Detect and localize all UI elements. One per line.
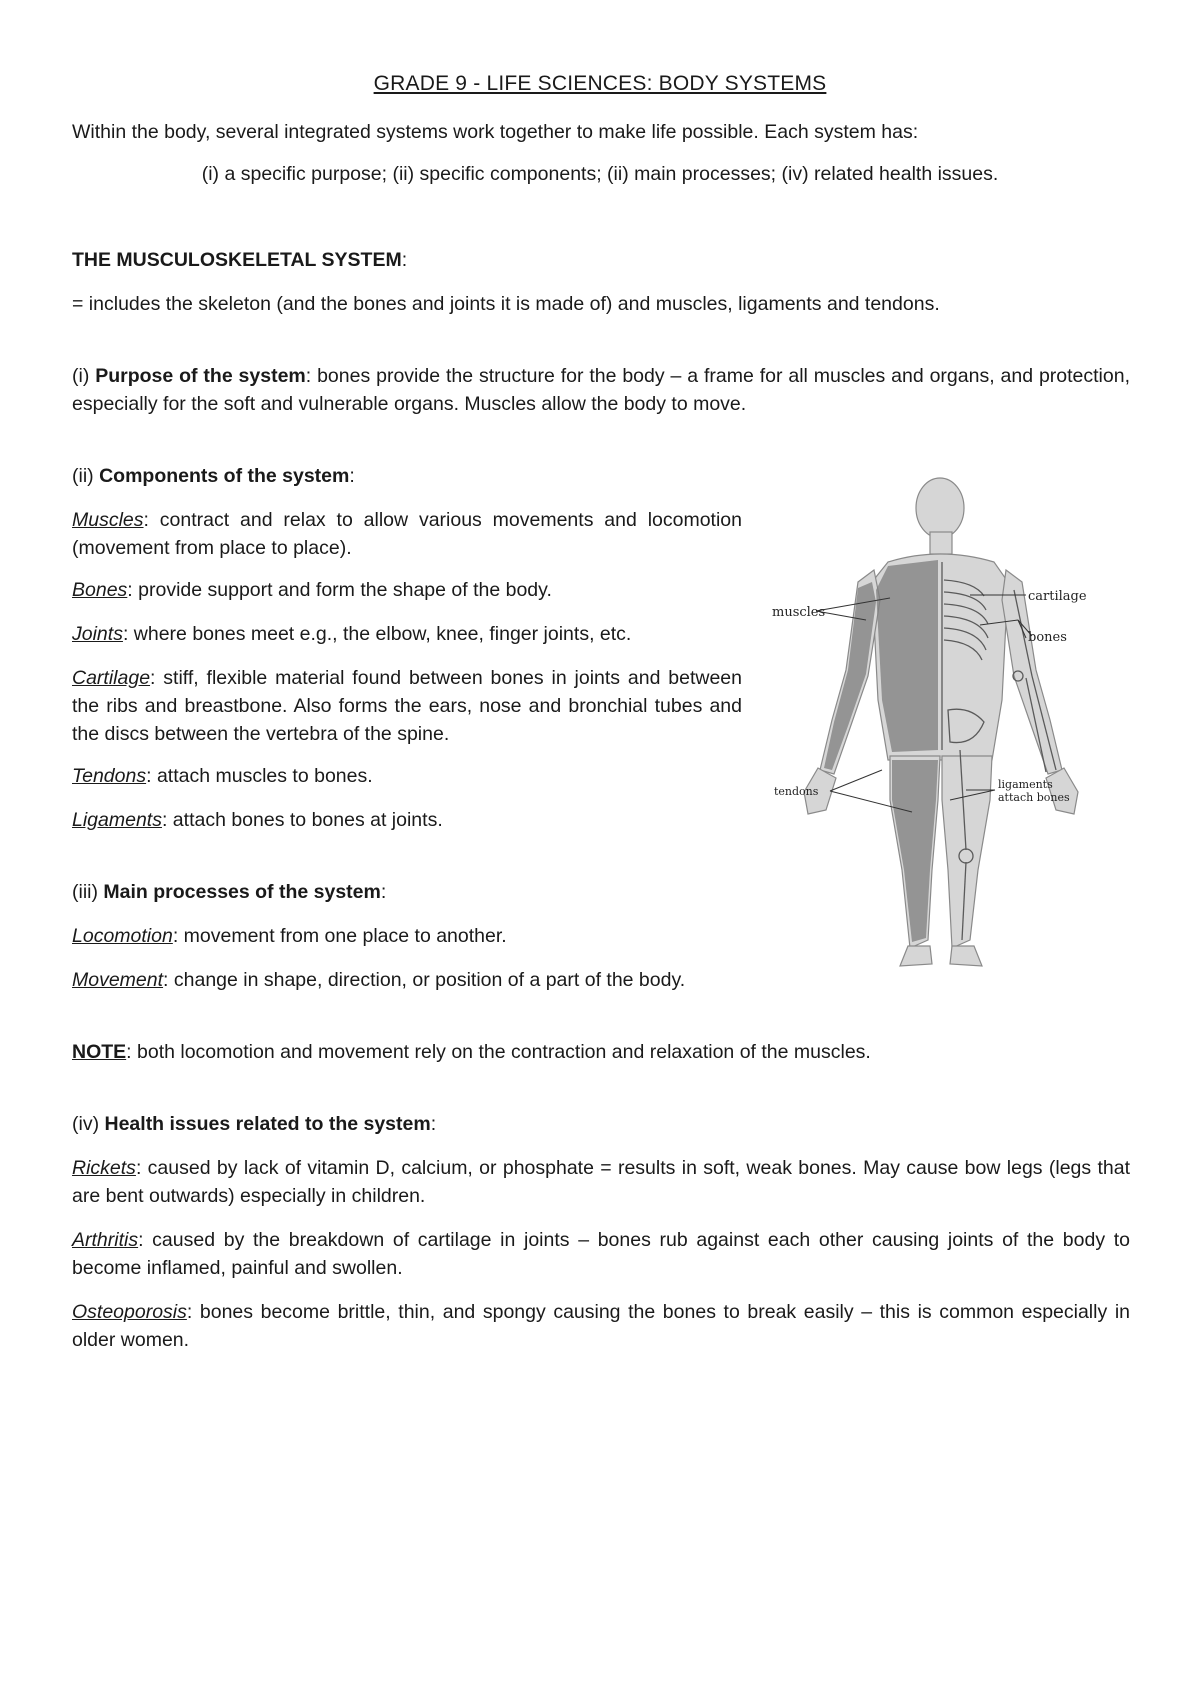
purpose-label: Purpose of the system [95,365,306,387]
process-term: Locomotion [72,925,173,947]
label-attach-bones: attach bones [998,791,1070,804]
component-term: Bones [72,579,128,601]
health-prefix: (iv) [72,1113,105,1135]
label-bones: bones [1028,630,1067,645]
process-text: : movement from one place to another. [172,925,507,947]
component-term: Tendons [72,765,147,787]
component-text: : stiff, flexible material found between bones in joints and between the ribs and breastbone. Also forms the ears, nose and bronchial tubes and the discs between the vertebra of the spine. [72,667,742,745]
note-label: NOTE [72,1041,127,1063]
label-ligaments: ligaments [998,778,1053,791]
component-muscles [72,506,742,562]
component-ligaments [72,806,742,834]
health-rickets [72,1154,1130,1210]
component-joints [72,620,742,648]
health-suffix: : [430,1113,437,1135]
processes-suffix: : [380,881,387,903]
component-text: : provide support and form the shape of the body. [127,579,552,601]
purpose-prefix: (i) [72,365,96,387]
health-label: Health issues related to the system [104,1113,431,1135]
process-text: : change in shape, direction, or position of a part of the body. [163,969,686,991]
label-tendons: tendons [774,785,819,798]
component-tendons [72,762,742,790]
health-text: : caused by the breakdown of cartilage in joints – bones rub against each other causing joints of the body to become inflamed, painful and swollen. [72,1229,1130,1279]
section-definition: = includes the skeleton (and the bones and joints it is made of) and muscles, ligaments and tendons. [72,293,940,315]
health-arthritis [72,1226,1130,1282]
purpose-text: : bones provide the structure for the body – a frame for all muscles and organs, and protection, especially for the soft and vulnerable organs. Muscles allow the body to move. [72,365,1131,415]
processes-prefix: (iii) [72,881,104,903]
musculoskeletal-diagram [770,470,1130,980]
note-text: : both locomotion and movement rely on the contraction and relaxation of the muscles. [126,1041,871,1063]
body-illustration [770,470,1130,980]
section-heading [72,246,1130,274]
intro-text: Within the body, several integrated systems work together to make life possible. Each system has: [72,121,919,143]
health-term: Rickets [72,1157,136,1179]
page-title: GRADE 9 - LIFE SCIENCES: BODY SYSTEMS [373,72,827,95]
section-heading-text: THE MUSCULOSKELETAL SYSTEM [72,249,402,271]
processes-label: Main processes of the system [103,881,381,903]
health-text: : bones become brittle, thin, and spongy causing the bones to break easily – this is common especially in older women. [72,1301,1130,1351]
purpose-paragraph [72,362,1130,418]
components-prefix: (ii) [72,465,100,487]
label-cartilage: cartilage [1028,589,1087,604]
health-heading [72,1110,1130,1138]
label-muscles: muscles [772,605,826,620]
component-bones [72,576,742,604]
component-term: Muscles [72,509,144,531]
section-heading-suffix: : [401,249,408,271]
health-text: : caused by lack of vitamin D, calcium, or phosphate = results in soft, weak bones. May cause bow legs (legs that are bent outwards) especially in children. [72,1157,1130,1207]
health-osteoporosis [72,1298,1130,1354]
component-text: : contract and relax to allow various movements and locomotion (movement from place to place). [72,509,742,559]
component-text: : attach muscles to bones. [146,765,373,787]
components-label: Components of the system [99,465,350,487]
components-suffix: : [349,465,355,487]
process-term: Movement [72,969,164,991]
component-text: : where bones meet e.g., the elbow, knee, finger joints, etc. [122,623,632,645]
component-term: Cartilage [72,667,151,689]
component-text: : attach bones to bones at joints. [161,809,443,831]
intro-list: (i) a specific purpose; (ii) specific components; (ii) main processes; (iv) related health issues. [201,163,999,185]
component-cartilage [72,664,742,748]
component-term: Joints [72,623,123,645]
component-term: Ligaments [72,809,162,831]
health-term: Osteoporosis [72,1301,187,1323]
health-term: Arthritis [72,1229,139,1251]
note-paragraph [72,1038,1130,1066]
